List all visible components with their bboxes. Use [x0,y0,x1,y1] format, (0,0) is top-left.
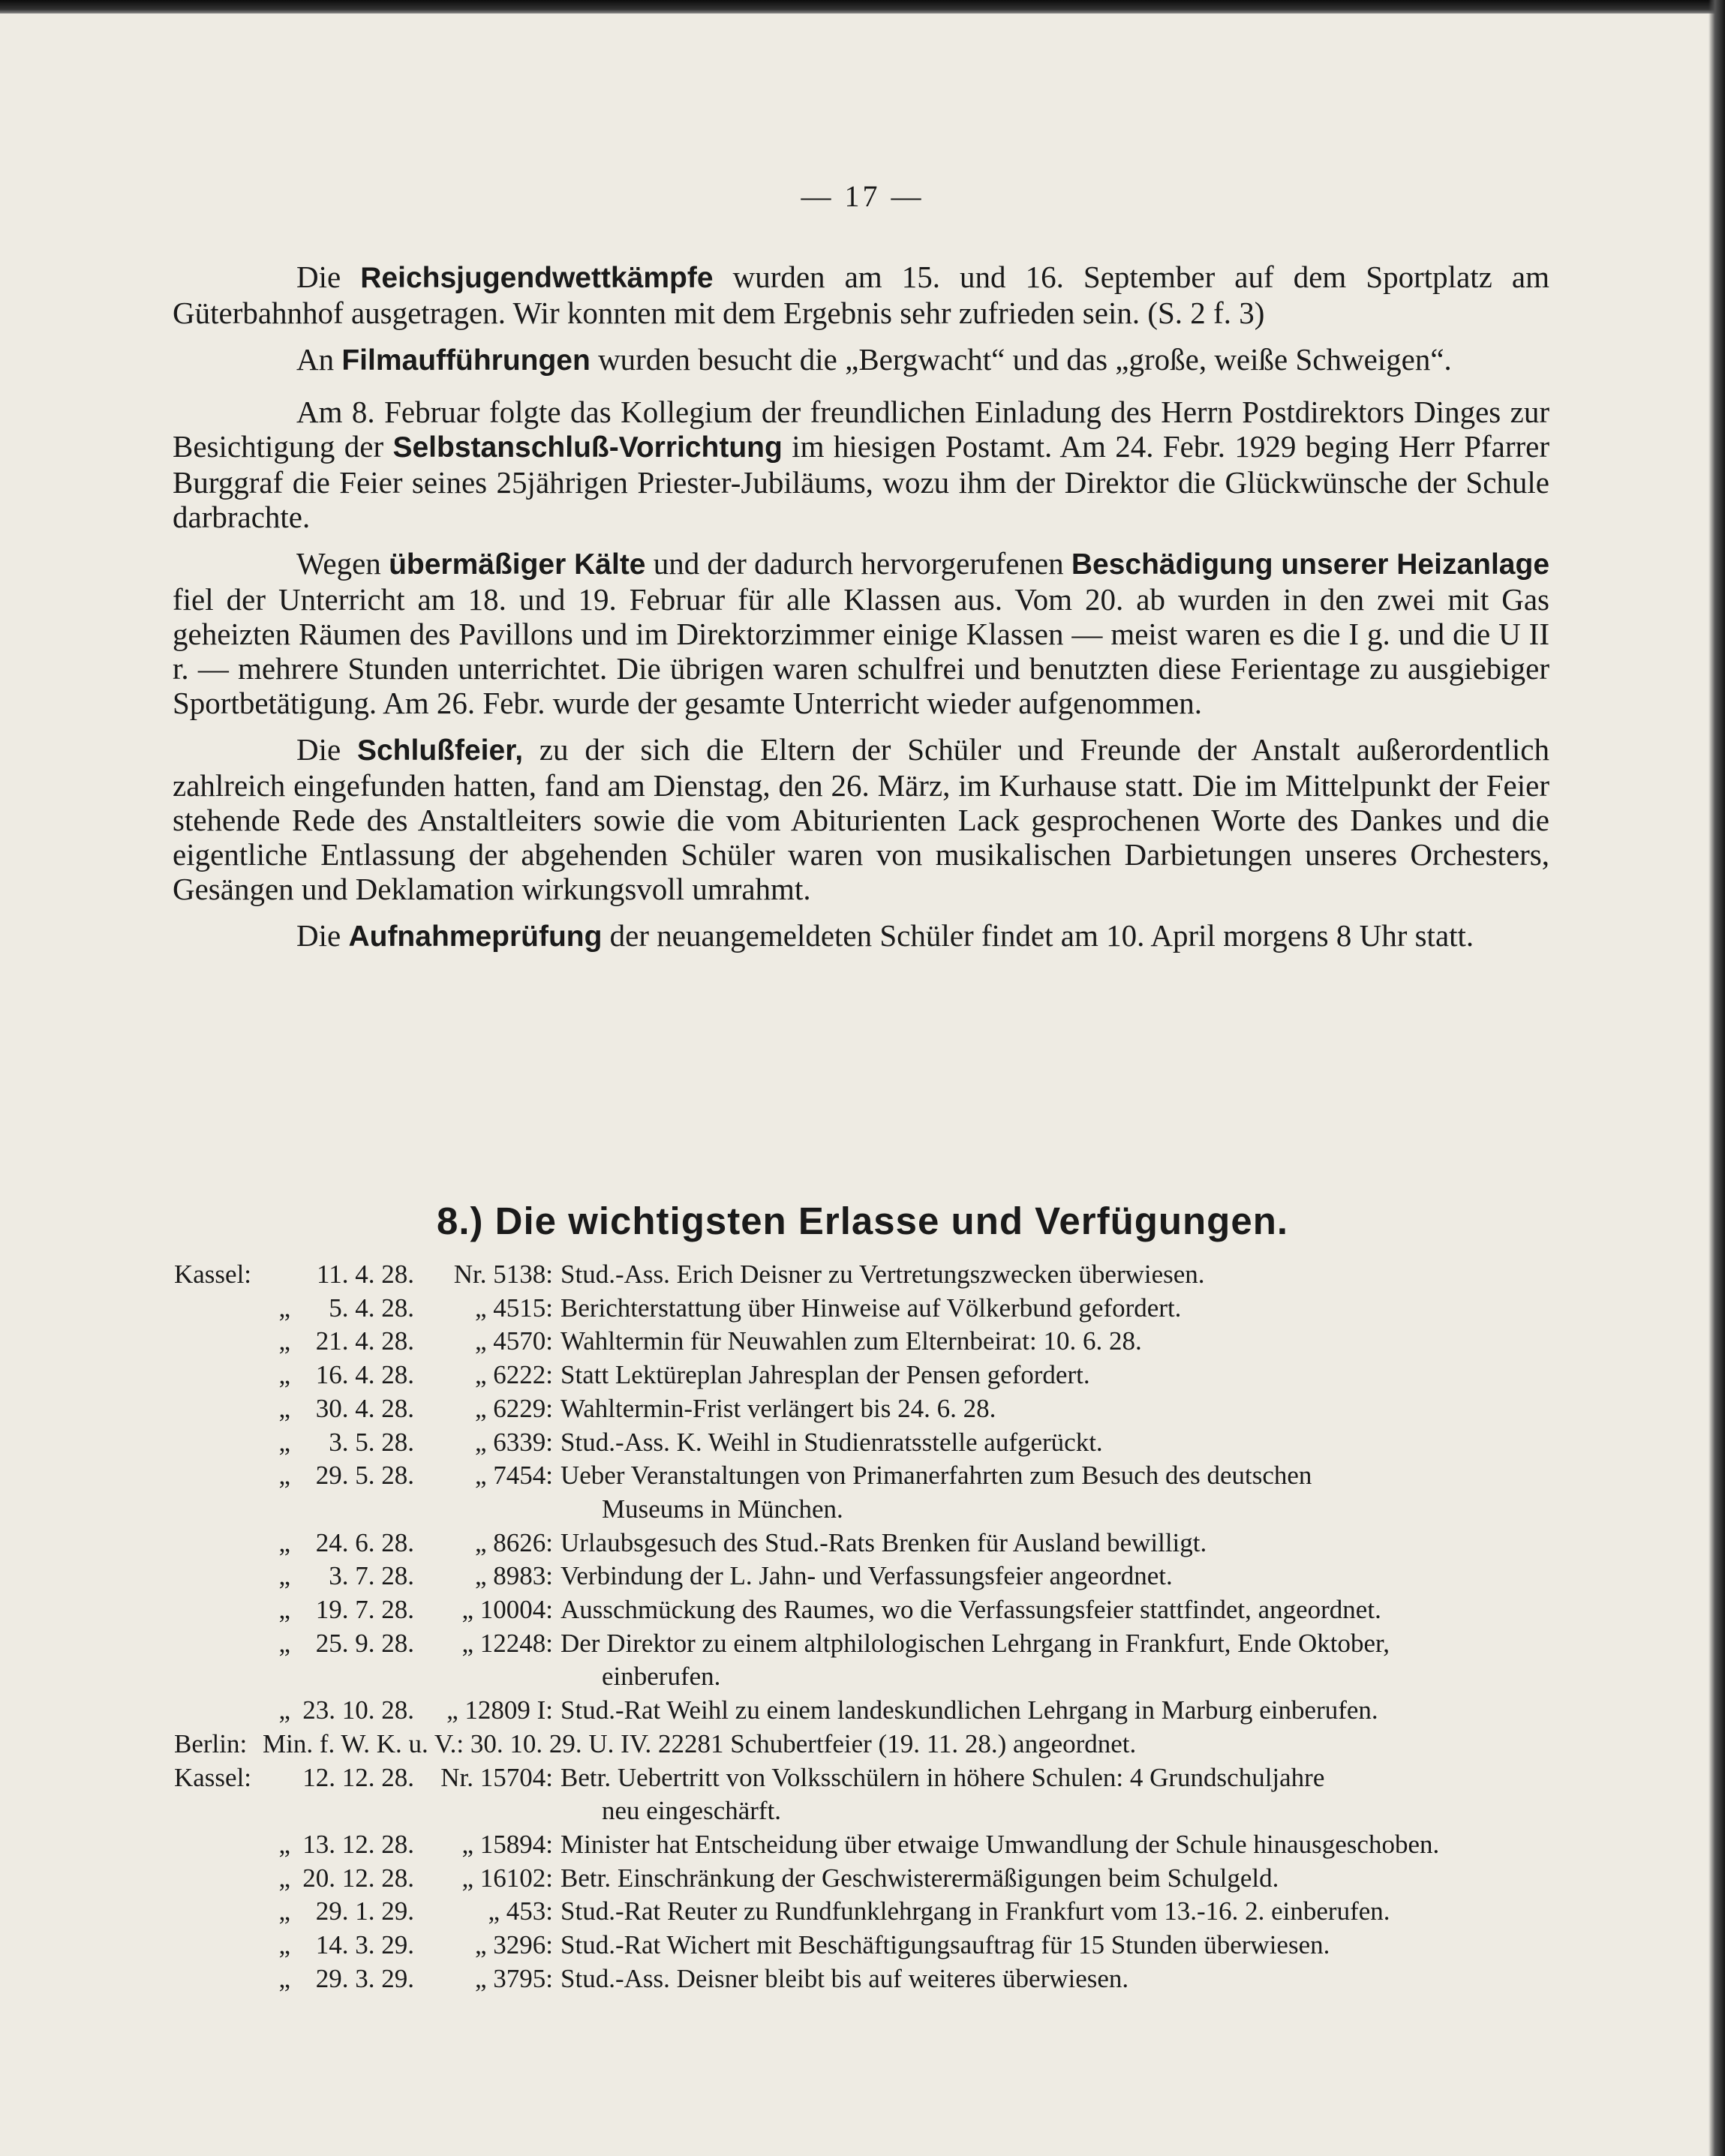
paragraph-aufnahmepruefung: Die Aufnahmeprüfung der neuangemeldeten Schüler findet am 10. April morgens 8 Uhr statt. [296,918,1474,953]
decree-ditto-mark: „ [278,1863,290,1893]
decree-date: 3. 5. 28. [329,1427,414,1457]
decree-row [174,1527,1553,1560]
decree-number: „ 15894: [461,1829,553,1859]
page-number: — 17 — [801,179,924,213]
decree-date: 19. 7. 28. [315,1595,414,1625]
decree-date: 29. 5. 28. [315,1461,414,1491]
decree-number: „ 6222: [474,1360,553,1390]
decree-row [174,1459,1553,1526]
decree-date: 13. 12. 28. [302,1829,414,1859]
decree-row [174,1895,1553,1929]
decree-number: Nr. 5138: [453,1260,553,1289]
paragraph-filmauffuehrungen: An Filmaufführungen wurden besucht die „Bergwacht“ und das „große, weiße Schweigen“. [296,342,1452,377]
decree-ditto-mark: „ [278,1527,290,1557]
decree-text-line: Statt Lektüreplan Jahresplan der Pensen gefordert. [560,1360,1090,1390]
decree-text [553,1862,1553,1896]
decree-text [553,1325,1553,1359]
decree-text-line: Wahltermin für Neuwahlen zum Elternbeirat: 10. 6. 28. [560,1326,1142,1356]
decree-number: „ 8626: [474,1527,553,1557]
decree-row [174,1593,1553,1627]
decree-date: 5. 4. 28. [329,1293,414,1323]
decree-row [174,1627,1553,1694]
paragraph-schlussfeier: Die Schlußfeier, zu der sich die Eltern der Schüler und Freunde der Anstalt außerordentlich zahlreich eingefunden hatten, fand am Dienstag, den 26. März, im Kurhause statt. Die im Mittelpunkt der Feier stehende Rede des Anstaltleiters sowie die vom Abiturienten Lack gesprochenen Worte des Dankes und die eigentliche Entlassung der abgehenden Schüler waren von musikalischen Darbietungen unseres Orchesters, Gesängen und Deklamation wirkungsvoll umrahmt. [173,732,1549,906]
decree-group-kassel-1929 [174,1761,1553,1996]
decree-row [174,1560,1553,1593]
decree-text [553,1929,1553,1962]
decree-ditto-mark: „ [278,1360,290,1390]
decree-text: Min. f. W. K. u. V.: 30. 10. 29. U. IV. 22281 Schubertfeier (19. 11. 28.) angeordnet. [263,1728,1137,1758]
paragraph-postamt: Am 8. Februar folgte das Kollegium der freundlichen Einladung des Herrn Postdirektors Dinges zur Besichtigung der Selbstanschluß-Vorrichtung im hiesigen Postamt. Am 24. Febr. 1929 beging Herr Pfarrer Burggraf die Feier seines 25jährigen Priester-Jubiläums, wozu ihm der Direktor die Glückwünsche der Schule darbrachte. [173,395,1549,534]
decree-place: Berlin: [174,1728,248,1758]
decree-number: „ 6339: [474,1427,553,1457]
decree-number: „ 4515: [474,1293,553,1323]
decree-text [553,1392,1553,1426]
decree-number: „ 12248: [461,1628,553,1658]
decree-number: „ 453: [488,1896,553,1926]
decree-date: 14. 3. 29. [315,1930,414,1960]
decree-text-line: Stud.-Rat Reuter zu Rundfunklehrgang in Frankfurt vom 13.-16. 2. einberufen. [560,1896,1390,1926]
decree-text-line: Der Direktor zu einem altphilologischen Lehrgang in Frankfurt, Ende Oktober, [560,1628,1390,1658]
decree-row [174,1694,1553,1728]
decree-text [553,1962,1553,1996]
decree-date: 3. 7. 28. [329,1561,414,1591]
decree-text [553,1292,1553,1326]
decree-row [174,1292,1553,1326]
decree-row [174,1929,1553,1962]
decree-number: „ 3795: [474,1963,553,1993]
report-paragraphs [173,260,1549,966]
decree-date: 16. 4. 28. [315,1360,414,1390]
decree-row [174,1258,1553,1292]
decree-text [553,1258,1553,1292]
section-heading: 8.) Die wichtigsten Erlasse und Verfügungen. [436,1200,1289,1242]
decree-ditto-mark: „ [278,1326,290,1356]
decree-date: 24. 6. 28. [315,1527,414,1557]
decree-ditto-mark: „ [278,1595,290,1625]
decree-date: 30. 4. 28. [315,1393,414,1423]
decree-text-line: Stud.-Rat Weihl zu einem landeskundlichen Lehrgang in Marburg einberufen. [560,1695,1378,1725]
decree-row [174,1962,1553,1996]
scan-right-edge [1708,0,1725,2156]
decree-row [174,1359,1553,1392]
decree-number: „ 6229: [474,1393,553,1423]
paragraph-kaelte: Wegen übermäßiger Kälte und der dadurch hervorgerufenen Beschädigung unserer Heizanlage fiel der Unterricht am 18. und 19. Februar für alle Klassen aus. Vom 20. ab wurden in den zwei mit Gas geheizten Räumen des Pavillons und im Direktorzimmer einige Klassen — meist waren es die I g. und die U II r. — mehrere Stunden unterrichtet. Die übrigen waren schulfrei und benutzten diese Ferientage zu ausgiebiger Sportbetätigung. Am 26. Febr. wurde der gesamte Unterricht wieder aufgenommen. [173,546,1550,720]
decree-text-line: Ausschmückung des Raumes, wo die Verfassungsfeier stattfindet, angeordnet. [560,1595,1381,1625]
decree-number: „ 3296: [474,1930,553,1960]
decree-text [553,1359,1553,1392]
decree-text-line: Stud.-Rat Wichert mit Beschäftigungsauftrag für 15 Stunden überwiesen. [560,1930,1330,1960]
decree-text [553,1694,1553,1728]
decree-place: Kassel: [174,1762,252,1792]
decree-group-kassel-1928 [174,1258,1553,1728]
decree-date: 25. 9. 28. [315,1628,414,1658]
decree-date: 12. 12. 28. [302,1762,414,1792]
decree-text-line: Minister hat Entscheidung über etwaige Umwandlung der Schule hinausgeschoben. [560,1829,1440,1859]
decree-ditto-mark: „ [278,1561,290,1591]
decree-text-line: Stud.-Ass. Erich Deisner zu Vertretungszwecken überwiesen. [560,1260,1205,1289]
decree-list [174,1258,1553,1995]
decree-date: 20. 12. 28. [302,1863,414,1893]
decree-ditto-mark: „ [278,1963,290,1993]
decree-text-continuation: neu eingeschärft. [602,1796,782,1826]
decree-text-line: Stud.-Ass. Deisner bleibt bis auf weiteres überwiesen. [560,1963,1129,1993]
decree-number: „ 10004: [461,1595,553,1625]
decree-text-line: Verbindung der L. Jahn- und Verfassungsfeier angeordnet. [560,1561,1173,1591]
decree-date: 29. 1. 29. [315,1896,414,1926]
decree-ditto-mark: „ [278,1393,290,1423]
decree-text-line: Betr. Uebertritt von Volksschülern in höhere Schulen: 4 Grundschuljahre [560,1762,1325,1792]
decree-text [553,1527,1553,1560]
decree-text-line: Wahltermin-Frist verlängert bis 24. 6. 28. [560,1393,996,1423]
decree-date: 23. 10. 28. [302,1695,414,1725]
decree-number: „ 4570: [474,1326,553,1356]
decree-number: „ 16102: [461,1863,553,1893]
decree-ditto-mark: „ [278,1461,290,1491]
decree-row [174,1828,1553,1862]
decree-date: 21. 4. 28. [315,1326,414,1356]
decree-text-line: Ueber Veranstaltungen von Primanerfahrten zum Besuch des deutschen [560,1461,1312,1491]
decree-text-continuation: Museums in München. [602,1494,843,1524]
decree-text [553,1560,1553,1593]
decree-ditto-mark: „ [278,1427,290,1457]
decree-date: 29. 3. 29. [315,1963,414,1993]
decree-ditto-mark: „ [278,1896,290,1926]
decree-number: Nr. 15704: [440,1762,553,1792]
decree-date: 11. 4. 28. [317,1260,414,1289]
decree-text [553,1593,1553,1627]
decree-number: „ 7454: [474,1461,553,1491]
decree-row [174,1426,1553,1460]
decree-ditto-mark: „ [278,1930,290,1960]
decree-text-line: Betr. Einschränkung der Geschwisterermäßigungen beim Schulgeld. [560,1863,1279,1893]
decree-row [174,1761,1553,1828]
decree-text [553,1895,1553,1929]
decree-text [553,1426,1553,1460]
decree-row [174,1862,1553,1896]
decree-text [553,1627,1553,1694]
decree-row [174,1325,1553,1359]
decree-row [174,1392,1553,1426]
decree-number: „ 8983: [474,1561,553,1591]
decree-text-line: Stud.-Ass. K. Weihl in Studienratsstelle aufgerückt. [560,1427,1103,1457]
decree-text-line: Urlaubsgesuch des Stud.-Rats Brenken für Ausland bewilligt. [560,1527,1207,1557]
decree-ditto-mark: „ [278,1628,290,1658]
decree-number: „ 12809 I: [446,1695,553,1725]
paragraph-reichsjugendwettkaempfe: Die Reichsjugendwettkämpfe wurden am 15. und 16. September auf dem Sportplatz am Güterbahnhof ausgetragen. Wir konnten mit dem Ergebnis sehr zufrieden sein. (S. 2 f. 3) [173,260,1550,330]
decree-text [553,1459,1553,1526]
decree-place: Kassel: [174,1260,252,1289]
decree-ditto-mark: „ [278,1293,290,1323]
decree-text [553,1828,1553,1862]
decree-row-berlin [174,1728,1553,1761]
decree-text-line: Berichterstattung über Hinweise auf Völkerbund gefordert. [560,1293,1182,1323]
decree-ditto-mark: „ [278,1829,290,1859]
decree-text [553,1761,1553,1828]
scan-top-edge [0,0,1725,14]
decree-ditto-mark: „ [278,1695,290,1725]
decree-text-continuation: einberufen. [602,1662,721,1692]
